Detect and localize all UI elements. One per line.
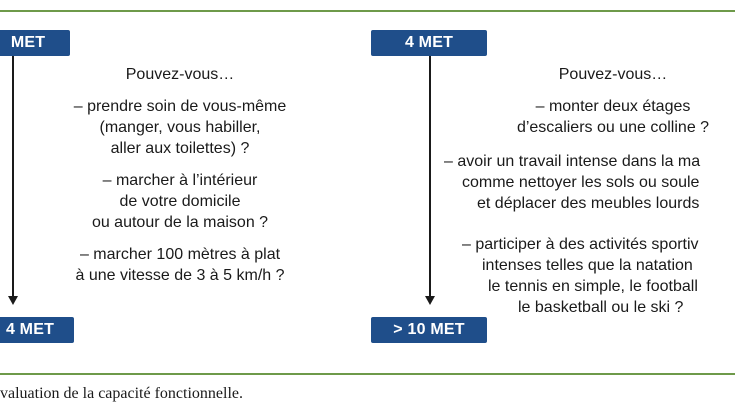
right-arrow-head-icon [425, 296, 435, 305]
right-question-block-3 [462, 234, 699, 318]
frame-top-border [0, 10, 735, 12]
right-top-badge [371, 30, 487, 56]
right-item-2-line-2: comme nettoyer les sols ou soule [462, 174, 700, 191]
right-item-2-line-1: – avoir un travail intense dans la ma [444, 153, 701, 170]
left-item-1-line-2: (manger, vous habiller, [99, 119, 261, 136]
right-item-3-line-3: le tennis en simple, le football [488, 278, 698, 295]
frame-bottom-border [0, 373, 735, 375]
left-arrow-line [12, 56, 14, 296]
right-item-1-line-1: – monter deux étages [535, 98, 691, 115]
right-bottom-badge [371, 317, 487, 343]
left-item-1-line-1: – prendre soin de vous-même [73, 98, 287, 115]
left-arrow-head-icon [8, 296, 18, 305]
right-item-3-line-1: – participer à des activités sportiv [462, 236, 699, 253]
figure-caption: valuation de la capacité fonctionnelle. [0, 385, 243, 402]
right-bottom-badge-label: > 10 MET [393, 321, 465, 338]
left-item-2-line-2: de votre domicile [119, 193, 241, 210]
left-bottom-badge [0, 317, 74, 343]
right-item-3-line-2: intenses telles que la natation [482, 257, 693, 274]
right-item-2-line-3: et déplacer des meubles lourds [477, 195, 700, 212]
right-item-3-line-4: le basketball ou le ski ? [518, 299, 684, 316]
right-question-block-2 [444, 151, 700, 214]
left-item-3-line-2: à une vitesse de 3 à 5 km/h ? [75, 267, 285, 284]
right-question-block [493, 64, 733, 138]
left-top-badge-label: MET [10, 34, 46, 51]
left-bottom-badge-label: 4 MET [5, 321, 55, 338]
right-arrow-line [429, 56, 431, 296]
right-item-1-line-2: d’escaliers ou une colline ? [516, 119, 710, 136]
left-top-badge [0, 30, 70, 56]
right-heading: Pouvez-vous… [558, 66, 668, 83]
left-heading: Pouvez-vous… [125, 66, 235, 83]
right-top-badge-label: 4 MET [404, 34, 454, 51]
left-item-2-line-1: – marcher à l’intérieur [102, 172, 258, 189]
left-item-2-line-3: ou autour de la maison ? [91, 214, 269, 231]
left-item-3-line-1: – marcher 100 mètres à plat [79, 246, 281, 263]
left-item-1-line-3: aller aux toilettes) ? [110, 140, 250, 157]
left-question-block [60, 64, 300, 286]
